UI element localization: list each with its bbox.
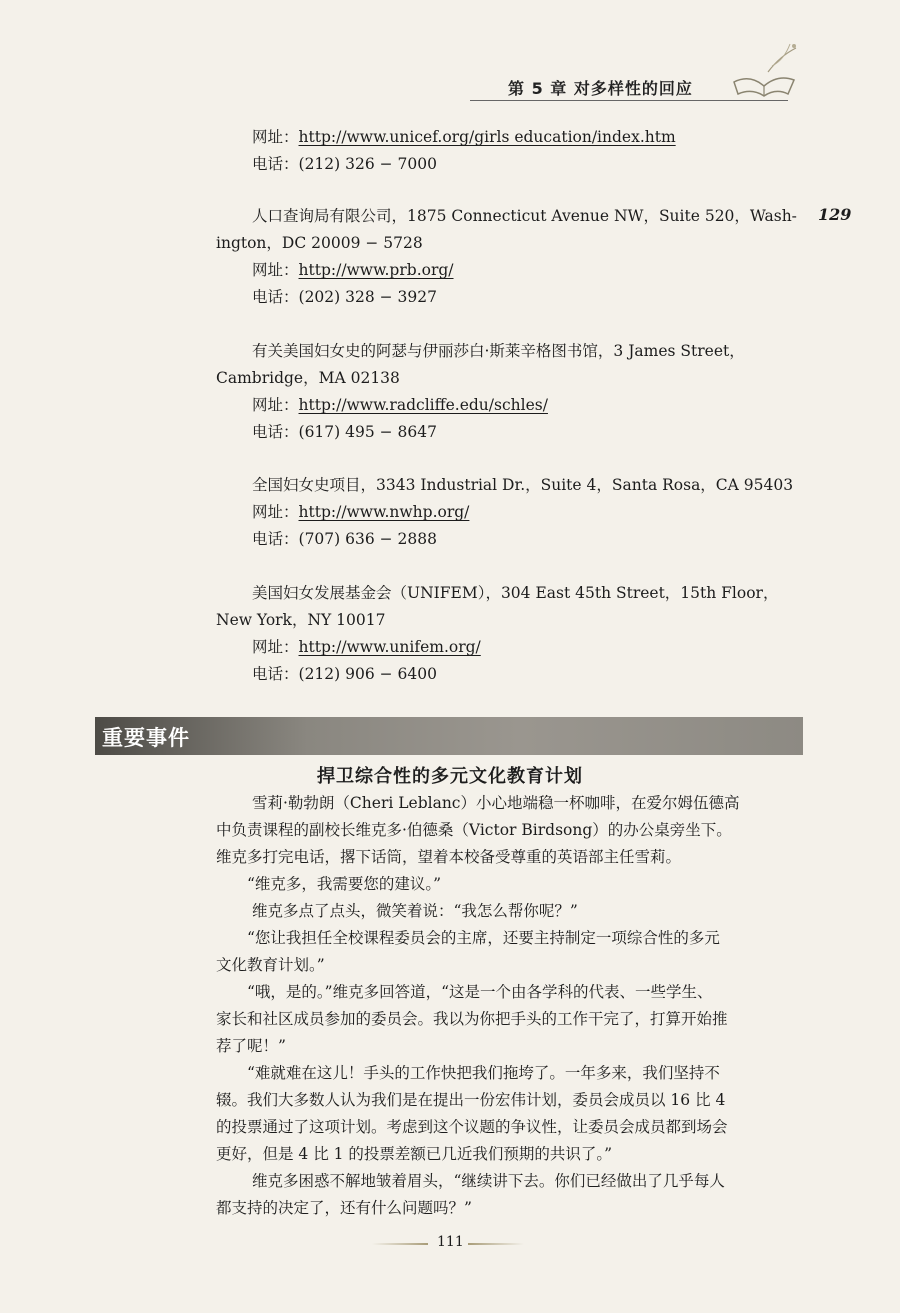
resource-phone: (212) 906 − 6400 [298,665,437,683]
resource-url[interactable]: http://www.unifem.org/ [298,638,481,656]
story-line: 雪莉·勒勃朗（Cheri Leblanc）小心地端稳一杯咖啡，在爱尔姆伍德高 [252,794,740,812]
story-line: 更好，但是 4 比 1 的投票差额已几近我们预期的共识了。” [216,1145,613,1163]
resource-url[interactable]: http://www.prb.org/ [298,261,454,279]
resource-phone-line [252,421,437,443]
resource-phone-line [252,153,437,175]
side-page-number: 129 [818,205,852,224]
section-banner [95,717,803,755]
resource-name-cont: ington，DC 20009 − 5728 [216,234,423,252]
phone-label: 电话： [252,155,299,173]
story-line: 荐了呢！” [216,1037,286,1055]
story-line: 维克多打完电话，撂下话筒，望着本校备受尊重的英语部主任雪莉。 [216,848,682,866]
story-line: 都支持的决定了，还有什么问题吗？” [216,1199,472,1217]
website-label: 网址： [252,503,299,521]
story-line: 维克多点了点头，微笑着说：“我怎么帮你呢？” [252,902,578,920]
website-label: 网址： [252,128,299,146]
resource-url[interactable]: http://www.nwhp.org/ [298,503,470,521]
resource-phone: (707) 636 − 2888 [298,530,437,548]
resource-name-cont: Cambridge，MA 02138 [216,369,400,387]
resource-website-line [252,259,454,281]
resource-phone-line [252,663,437,685]
resource-url[interactable]: http://www.unicef.org/girls education/index.htm [298,128,676,146]
phone-label: 电话： [252,530,299,548]
footer-ornament-left [372,1243,428,1245]
story-line: 辍。我们大多数人认为我们是在提出一份宏伟计划，委员会成员以 16 比 4 [216,1091,726,1109]
section-label: 重要事件 [102,726,190,750]
phone-label: 电话： [252,665,299,683]
website-label: 网址： [252,638,299,656]
resource-website-line [252,394,548,416]
phone-label: 电话： [252,288,299,306]
resource-phone-line [252,528,437,550]
page-number: 111 [437,1234,464,1250]
resource-website-line [252,501,469,523]
resource-website-line [252,126,676,148]
footer-ornament-right [468,1243,524,1245]
resource-name: 美国妇女发展基金会（UNIFEM），304 East 45th Street，15th Floor， [252,584,779,602]
story-line: “难就难在这儿！手头的工作快把我们拖垮了。一年多来，我们坚持不 [247,1064,720,1082]
resource-name-cont: New York，NY 10017 [216,611,386,629]
book-ornament-icon [728,36,800,104]
resource-name: 有关美国妇女史的阿瑟与伊丽莎白·斯莱辛格图书馆，3 James Street， [252,342,745,360]
resource-phone: (617) 495 − 8647 [298,423,437,441]
chapter-header: 第 5 章 对多样性的回应 [508,79,693,98]
resource-name: 人口查询局有限公司，1875 Connecticut Avenue NW，Suite 520，Wash- [252,207,797,225]
story-line: 的投票通过了这项计划。考虑到这个议题的争议性，让委员会成员都到场会 [216,1118,728,1136]
website-label: 网址： [252,261,299,279]
header-rule [470,100,788,101]
resource-phone: (212) 326 − 7000 [298,155,437,173]
resource-website-line [252,636,481,658]
resource-phone: (202) 328 − 3927 [298,288,437,306]
story-line: “维克多，我需要您的建议。” [247,875,442,893]
article-title: 捍卫综合性的多元文化教育计划 [317,766,583,787]
story-line: “哦，是的。”维克多回答道，“这是一个由各学科的代表、一些学生、 [247,983,713,1001]
story-line: 家长和社区成员参加的委员会。我以为你把手头的工作干完了，打算开始推 [216,1010,728,1028]
story-line: “您让我担任全校课程委员会的主席，还要主持制定一项综合性的多元 [247,929,720,947]
resource-phone-line [252,286,437,308]
story-line: 中负责课程的副校长维克多·伯德桑（Victor Birdsong）的办公桌旁坐下。 [216,821,732,839]
phone-label: 电话： [252,423,299,441]
resource-url[interactable]: http://www.radcliffe.edu/schles/ [298,396,548,414]
story-line: 维克多困惑不解地皱着眉头，“继续讲下去。你们已经做出了几乎每人 [252,1172,725,1190]
story-line: 文化教育计划。” [216,956,325,974]
website-label: 网址： [252,396,299,414]
resource-name: 全国妇女史项目，3343 Industrial Dr.，Suite 4，Santa Rosa，CA 95403 [252,476,794,494]
